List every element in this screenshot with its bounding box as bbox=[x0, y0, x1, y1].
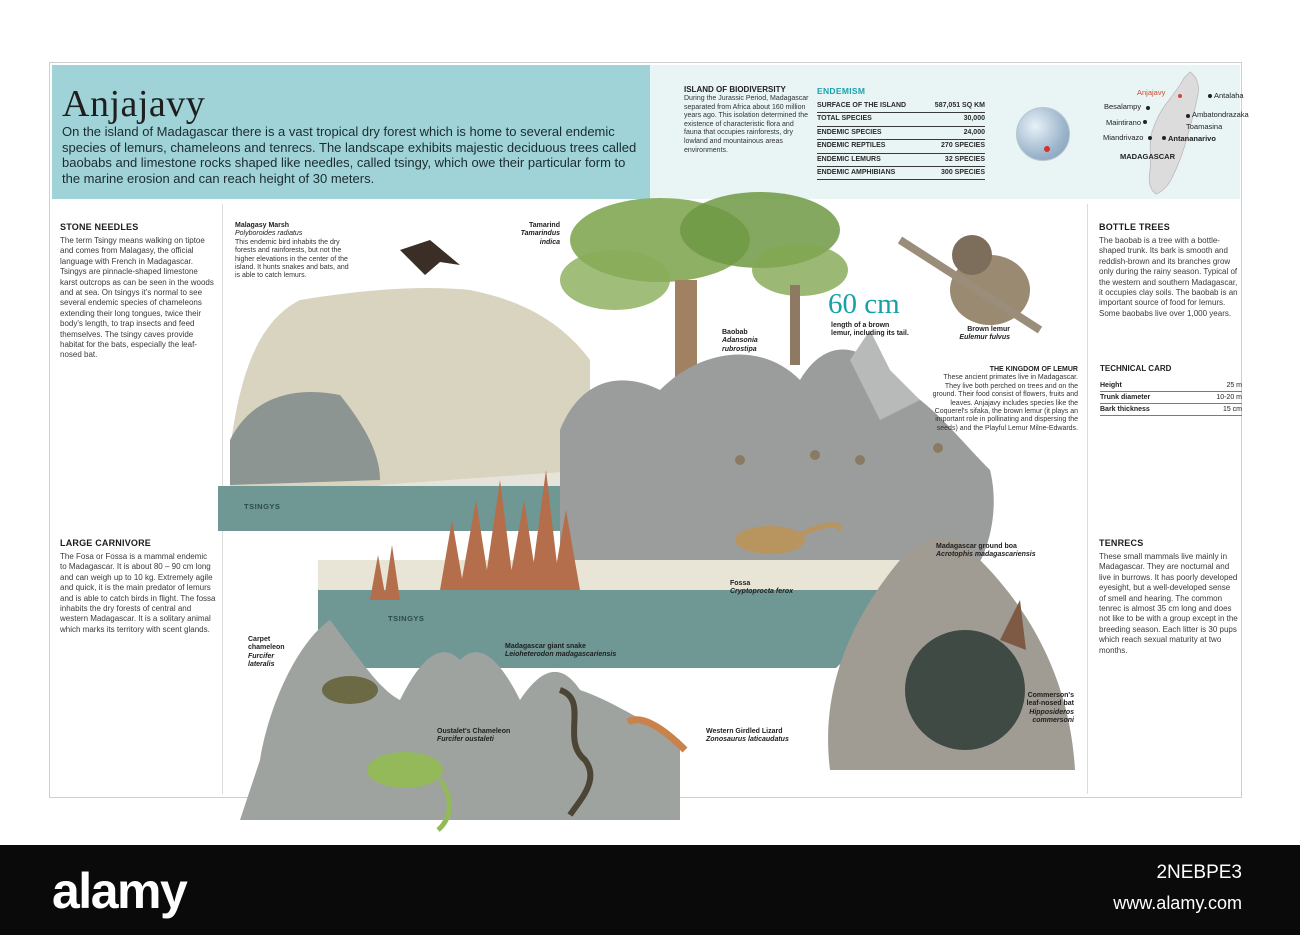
endemism-row: ENDEMIC SPECIES 24,000 bbox=[817, 127, 985, 140]
label-carpet-chameleon: Carpet chameleon Furcifer lateralis bbox=[248, 636, 285, 669]
tree-trunk bbox=[790, 285, 800, 365]
endemism-row: ENDEMIC REPTILES 270 SPECIES bbox=[817, 140, 985, 153]
label-tamarind: Tamarind Tamarindus indica bbox=[520, 222, 560, 246]
endemism-row: ENDEMIC LEMURS 32 SPECIES bbox=[817, 154, 985, 167]
section-text: The term Tsingy means walking on tiptoe and comes from Malagasy, the official language with French in Madagascar. Tsingys are pinnacle-shaped limestone karst outcrops as can be seen in the woods and at sea. On tsingys it's normal to see several endemic species of chameleons extending their long tongues, twice their body's length, to trap insects and feed themselves. The tsingy caves provide habitat for the bats, especially the leaf-nosed bat. bbox=[60, 236, 214, 360]
label-fossa: Fossa Cryptoprocta ferox bbox=[730, 580, 794, 596]
island-heading: ISLAND OF BIODIVERSITY bbox=[684, 85, 786, 94]
label-oustalet-chameleon: Oustalet's Chameleon Furcifer oustaleti bbox=[437, 728, 511, 744]
section-heading: BOTTLE TREES bbox=[1099, 222, 1170, 232]
section-text: The Fosa or Fossa is a mammal endemic to Madagascar. It is about 80 – 90 cm long and can weigh up to 10 kg. Extremely agile and quick, it is the main predator of lemurs and is able to catch birds in flight. The fossa inhabits the dry forests of central and western Madagascar. It is a solitary animal which marks its territory with scent glands. bbox=[60, 552, 216, 634]
label-ground-boa: Madagascar ground boa Acrotophis madagascariensis bbox=[936, 543, 1036, 559]
map-label-besalampy: Besalampy bbox=[1104, 102, 1142, 111]
section-heading: STONE NEEDLES bbox=[60, 222, 139, 232]
lemur-length-value: 60 cm bbox=[828, 288, 900, 320]
map-label-antananarivo: Antananarivo bbox=[1168, 134, 1216, 143]
technical-card-heading: TECHNICAL CARD bbox=[1100, 364, 1172, 373]
map-label-miandrivazo: Miandrivazo bbox=[1103, 133, 1144, 142]
map-label-ambatondrazaka: Ambatondrazaka bbox=[1192, 110, 1249, 119]
alamy-logo: alamy bbox=[52, 863, 187, 919]
label-giant-snake: Madagascar giant snake Leioheterodon madagascariensis bbox=[505, 643, 617, 659]
section-text: The baobab is a tree with a bottle-shaped trunk. Its bark is smooth and reddish-brown and its branches grow only during the rainy season. Typical of the western and southern Madagascar, it occupies clay soils. The baobab is an important source of food for lemurs. Some baobabs live over 1,000 years. bbox=[1099, 236, 1238, 318]
label-baobab: Baobab Adansonia rubrostipa bbox=[722, 329, 758, 353]
section-heading: TENRECS bbox=[1099, 538, 1144, 548]
image-id: 2NEBPE3 bbox=[1156, 862, 1242, 883]
label-brown-lemur: Brown lemur Eulemur fulvus bbox=[959, 326, 1010, 342]
island-text: During the Jurassic Period, Madagascar separated from Africa about 160 million years ago. This isolation determined the existence of characteristic flora and fauna that occupies rainforests, dry lowland and mountainous areas environments. bbox=[684, 95, 809, 154]
page-title: Anjajavy bbox=[62, 83, 206, 125]
technical-card-row: Bark thickness 15 cm bbox=[1100, 404, 1242, 416]
map-label-antalaha: Antalaha bbox=[1214, 91, 1244, 100]
intro-text: On the island of Madagascar there is a vast tropical dry forest which is home to several endemic species of lemurs, chameleons and tenrecs. The landscape exhibits majestic deciduous trees called baobabs and limestone rocks shaped like needles, called tsingy, which owe their particular form to the marine erosion and can reach height of 30 meters. bbox=[62, 124, 637, 186]
lemur-small-icon bbox=[855, 455, 865, 465]
sand-floor bbox=[318, 560, 906, 590]
label-leaf-nosed-bat: Commerson's leaf-nosed bat Hipposideros commersoni bbox=[1026, 692, 1074, 725]
technical-card-row: Trunk diameter 10-20 m bbox=[1100, 392, 1242, 404]
map-label-toamasina: Toamasina bbox=[1186, 122, 1223, 131]
map-label-anjajavy: Anjajavy bbox=[1137, 88, 1166, 97]
cave-opening bbox=[905, 630, 1025, 750]
tsingys-label: TSINGYS bbox=[244, 502, 281, 511]
endemism-row: SURFACE OF THE ISLAND 587,051 SQ KM bbox=[817, 100, 985, 113]
bird-icon bbox=[400, 240, 460, 275]
section-text: These small mammals live mainly in Madagascar. They are nocturnal and live in burrows. It has poorly developed eyesight, but a well-developed sense of smell and hearing. The common tenrec is almost 35 cm long and does not like to be with a group except in the breeding season. Each litter is 30 pups which reach sexual maturity at two months. bbox=[1099, 552, 1238, 655]
endemism-heading: ENDEMISM bbox=[817, 86, 866, 96]
lemur-small-icon bbox=[810, 450, 820, 460]
lemur-length-caption: length of a brown lemur, including its tail. bbox=[831, 322, 909, 337]
lemur-small-icon bbox=[735, 455, 745, 465]
map-label-country: MADAGASCAR bbox=[1120, 152, 1175, 161]
endemism-row: ENDEMIC AMPHIBIANS 300 SPECIES bbox=[817, 167, 985, 180]
tsingys-label: TSINGYS bbox=[388, 614, 425, 623]
technical-card-row: Height 25 m bbox=[1100, 380, 1242, 392]
label-girdled-lizard: Western Girdled Lizard Zonosaurus laticaudatus bbox=[706, 728, 789, 744]
kingdom-of-lemur: THE KINGDOM OF LEMUR These ancient primates live in Madagascar. They live both perched on trees and on the ground. Their food consist of flowers, fruits and leaves. Anjajavy includes species like the Coquerel's sifaka, the brown lemur (it plays an important role in pollinating and dispersing the seeds) and the Playful Lemur Milne-Edwards. bbox=[932, 366, 1078, 432]
tree-canopy bbox=[560, 192, 848, 310]
section-heading: LARGE CARNIVORE bbox=[60, 538, 152, 548]
endemism-row: TOTAL SPECIES 30,000 bbox=[817, 113, 985, 126]
label-marsh: Malagasy Marsh Polyboroides radiatus This endemic bird inhabits the dry forests and rainforests, but not the higher elevations in the center of the island. It hunts snakes and bats, and is able to catch lemurs. bbox=[235, 222, 349, 280]
site-url: www.alamy.com bbox=[1113, 893, 1242, 913]
carpet-chameleon-icon bbox=[322, 676, 378, 704]
lemur-small-icon bbox=[933, 443, 943, 453]
map-label-maintirano: Maintirano bbox=[1106, 118, 1142, 127]
footer-bar bbox=[0, 845, 1300, 935]
